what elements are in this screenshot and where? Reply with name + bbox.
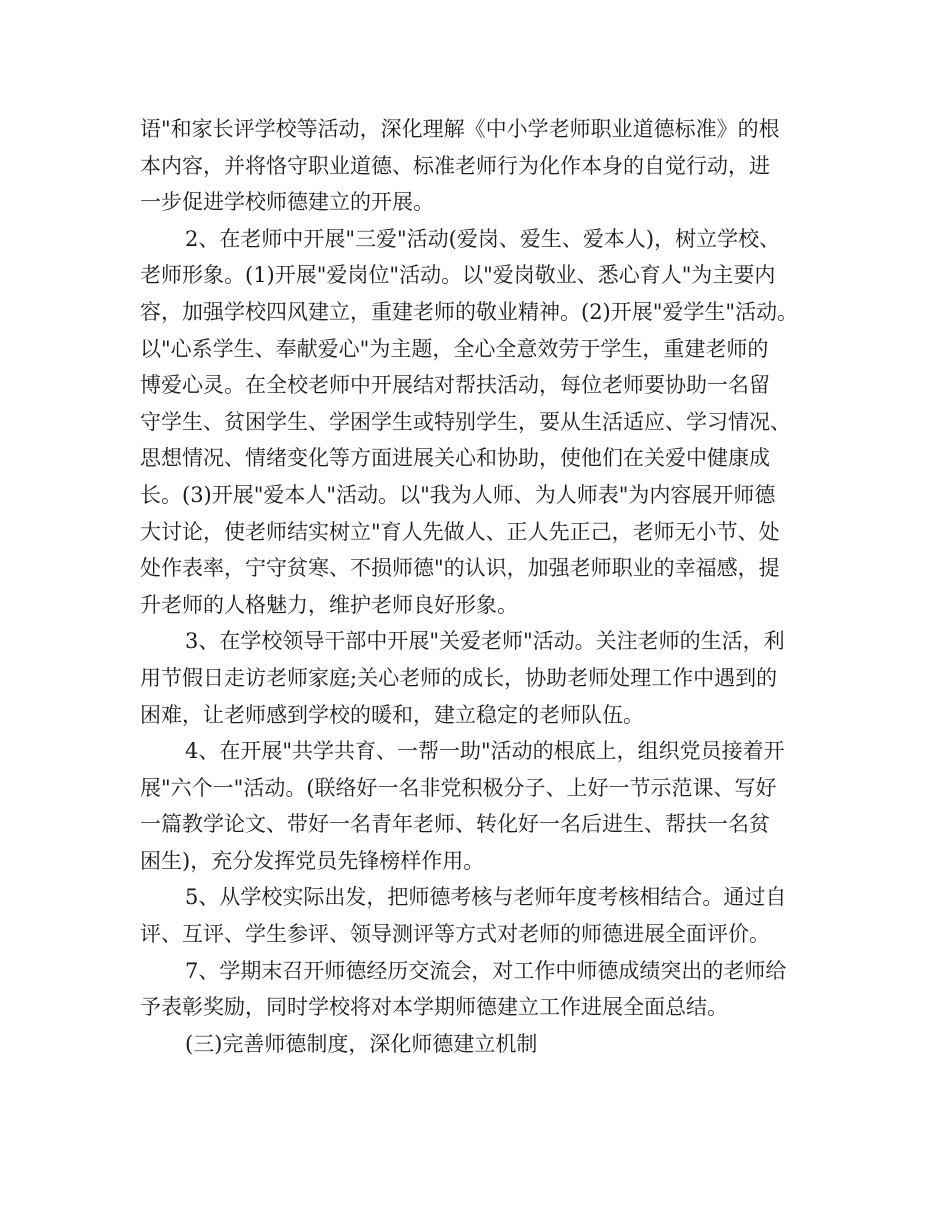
text-line: 升老师的人格魅力，维护老师良好形象。 xyxy=(140,592,518,617)
text-line: 困难，让老师感到学校的暖和，建立稳定的老师队伍。 xyxy=(140,702,644,727)
paragraph-start-line: 5、从学校实际出发，把师德考核与老师年度考核相结合。通过自 xyxy=(185,885,787,910)
text-line: 长。(3)开展"爱本人"活动。以"我为人师、为人师表"为内容展开师德 xyxy=(140,482,776,507)
text-line: 守学生、贫困学生、学困学生或特别学生，要从生活适应、学习情况、 xyxy=(140,409,791,434)
text-line: 容，加强学校四风建立，重建老师的敬业精神。(2)开展"爱学生"活动。 xyxy=(140,299,799,324)
text-line: 思想情况、情绪变化等方面进展关心和协助，使他们在关爱中健康成 xyxy=(140,446,770,471)
text-line: 老师形象。(1)开展"爱岗位"活动。以"爱岗敬业、悉心育人"为主要内 xyxy=(140,263,776,288)
text-line: 评、互评、学生参评、领导测评等方式对老师的师德进展全面评价。 xyxy=(140,922,770,947)
text-line: 以"心系学生、奉献爱心"为主题，全心全意效劳于学生，重建老师的 xyxy=(140,336,769,361)
text-line: 语"和家长评学校等活动，深化理解《中小学老师职业道德标准》的根 xyxy=(140,117,780,141)
text-line: 困生)，充分发挥党员先锋榜样作用。 xyxy=(140,848,485,873)
text-line: 本内容，并将恪守职业道德、标准老师行为化作本身的自觉行动，进 xyxy=(140,153,770,178)
text-line: 大讨论，使老师结实树立"育人先做人、正人先正己，老师无小节、处 xyxy=(140,519,780,544)
paragraph-start-line: 2、在老师中开展"三爱"活动(爱岗、爱生、爱本人)，树立学校、 xyxy=(185,226,781,251)
paragraph-start-line: 3、在学校领导干部中开展"关爱老师"活动。关注老师的生活，利 xyxy=(185,629,785,654)
section-heading: (三)完善师德制度，深化师德建立机制 xyxy=(185,1031,538,1056)
paragraph-start-line: 7、学期末召开师德经历交流会，对工作中师德成绩突出的老师给 xyxy=(185,958,787,983)
text-line: 博爱心灵。在全校老师中开展结对帮扶活动，每位老师要协助一名留 xyxy=(140,373,770,398)
document-body xyxy=(140,111,830,1062)
text-line: 处作表率，宁守贫寒、不损师德"的认识，加强老师职业的幸福感，提 xyxy=(140,556,780,581)
paragraph-start-line: 4、在开展"共学共育、一帮一助"活动的根底上，组织党员接着开 xyxy=(185,739,785,764)
text-line: 展"六个一"活动。(联络好一名非党积极分子、上好一节示范课、写好 xyxy=(140,775,777,800)
text-line: 用节假日走访老师家庭;关心老师的成长，协助老师处理工作中遇到的 xyxy=(140,665,778,690)
text-line: 一篇教学论文、带好一名青年老师、转化好一名后进生、帮扶一名贫 xyxy=(140,812,770,837)
text-line: 一步促进学校师德建立的开展。 xyxy=(140,190,434,215)
text-line: 予表彰奖励，同时学校将对本学期师德建立工作进展全面总结。 xyxy=(140,995,728,1020)
